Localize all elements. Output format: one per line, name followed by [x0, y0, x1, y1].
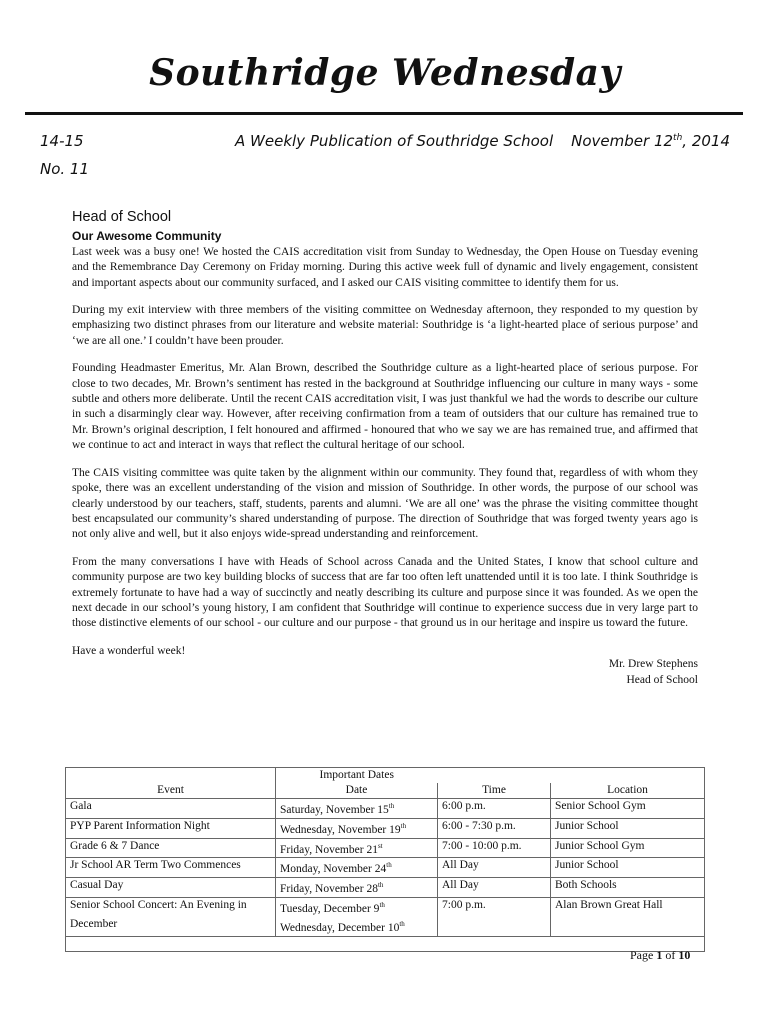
- paragraph: Founding Headmaster Emeritus, Mr. Alan Brown, described the Southridge culture as a light-hearted place of serious purpose. For close to two decades, Mr. Brown’s sentiment has rested in the background at Southridge influencing our culture in many ways - some subtle and others more deliberate. Until the recent CAIS accreditation visit, I was just thankful we had the words to describe our culture in such a disarmingly clear way. However, after receiving confirmation from a team of outsiders that our culture has remained true to Mr. Brown’s original description, I felt honoured and affirmed - honoured that who we say we are has remained true, and affirmed that we continue to act and interact in ways that reflect the cultural heritage of our school.: [72, 362, 698, 452]
- paragraph: From the many conversations I have with Heads of School across Canada and the United States, I know that school culture and community purpose are two key building blocks of success that are far too often left unattended until it is too late. I think Southridge is extremely fortunate to have had a way of succinctly and neatly describing its culture and purpose since it was founded. As we open the next decade in our school’s young history, I am confident that Southridge will continue to experience success due in very large part to those distinctive elements of our school - our culture and our purpose - that ground us in our heritage and inspire us toward the future.: [72, 555, 698, 630]
- table-row: [66, 898, 705, 917]
- closing-line: Have a wonderful week!: [72, 644, 186, 657]
- date-cell: Wednesday, November 19th: [276, 818, 438, 838]
- col-header-date: Date: [276, 783, 438, 799]
- event-cell: Grade 6 & 7 Dance: [66, 838, 276, 858]
- table-footer-row: [66, 936, 705, 951]
- issue-number: No. 11: [40, 160, 90, 178]
- time-cell: All Day: [438, 858, 551, 878]
- time-cell: 7:00 - 10:00 p.m.: [438, 838, 551, 858]
- signature: [72, 657, 698, 688]
- location-cell: Junior School: [551, 818, 705, 838]
- col-header-location: Location: [551, 783, 705, 799]
- article-heading: Our Awesome Community: [72, 229, 222, 244]
- location-cell: [551, 917, 705, 936]
- time-cell: [438, 917, 551, 936]
- time-cell: All Day: [438, 878, 551, 898]
- signature-name: Mr. Drew Stephens: [608, 658, 698, 671]
- issue-date: November 12th, 2014: [571, 132, 730, 150]
- time-cell: 7:00 p.m.: [438, 898, 551, 917]
- event-cell: Jr School AR Term Two Commences: [66, 858, 276, 878]
- location-cell: Senior School Gym: [551, 799, 705, 819]
- date-cell: Friday, November 28th: [276, 878, 438, 898]
- paragraph: During my exit interview with three members of the visiting committee on Wednesday afternoon, they responded to my question by emphasizing two distinct phrases from our literature and website material: Southridge is ‘a light-hearted place of serious purpose’ and ‘we are all one.’ I couldn’t have been prouder.: [72, 304, 698, 347]
- table-caption: Important Dates: [276, 768, 438, 784]
- date-cell: Tuesday, December 9th: [276, 898, 438, 917]
- important-dates-table: [65, 767, 705, 952]
- section-title: Head of School: [72, 209, 172, 225]
- location-cell: Both Schools: [551, 878, 705, 898]
- event-cell: PYP Parent Information Night: [66, 818, 276, 838]
- event-cell: Gala: [66, 799, 276, 819]
- location-cell: Alan Brown Great Hall: [551, 898, 705, 917]
- col-header-time: Time: [438, 783, 551, 799]
- table-row: [66, 838, 705, 858]
- masthead-rule: [25, 112, 743, 115]
- table-row: [66, 858, 705, 878]
- table-row: [66, 878, 705, 898]
- table-row: [66, 917, 705, 936]
- location-cell: Junior School Gym: [551, 838, 705, 858]
- date-cell: Friday, November 21st: [276, 838, 438, 858]
- volume: 14-15: [40, 132, 84, 150]
- table-row: [66, 799, 705, 819]
- paragraph: Last week was a busy one! We hosted the CAIS accreditation visit from Sunday to Wednesday, the Open House on Tuesday evening and the Remembrance Day Ceremony on Friday morning. During this active week full of dynamic and lively engagement, consistent and important aspects about our community surfaced, and I asked our CAIS visiting committee to identify them for us.: [72, 245, 698, 289]
- date-cell: Saturday, November 15th: [276, 799, 438, 819]
- publication-subtitle: A Weekly Publication of Southridge School: [235, 132, 554, 150]
- article: [72, 210, 698, 688]
- signature-title: Head of School: [626, 673, 698, 686]
- time-cell: 6:00 - 7:30 p.m.: [438, 818, 551, 838]
- event-cell: Casual Day: [66, 878, 276, 898]
- event-cell: Senior School Concert: An Evening in: [66, 898, 276, 917]
- date-cell: Monday, November 24th: [276, 858, 438, 878]
- col-header-event: Event: [66, 783, 276, 799]
- table-row: [66, 818, 705, 838]
- page-number: Page 1 of 10: [630, 948, 691, 962]
- event-cell: December: [66, 917, 276, 936]
- masthead-title: Southridge Wednesday: [149, 52, 621, 94]
- paragraph: The CAIS visiting committee was quite taken by the alignment within our community. They found that, regardless of with whom they spoke, there was an excellent understanding of the vision and mission of Southridge. In other words, the purpose of our school was clearly understood by our teachers, staff, students, parents and alumni. ‘We are all one’ was the phrase the visiting committee thought best encapsulated our community’s shared understanding of purpose. The direction of Southridge that was forged twenty years ago is not only alive and well, but it also enjoys wide-spread understanding and reinforcement.: [72, 466, 698, 541]
- time-cell: 6:00 p.m.: [438, 799, 551, 819]
- location-cell: Junior School: [551, 858, 705, 878]
- date-cell: Wednesday, December 10th: [276, 917, 438, 936]
